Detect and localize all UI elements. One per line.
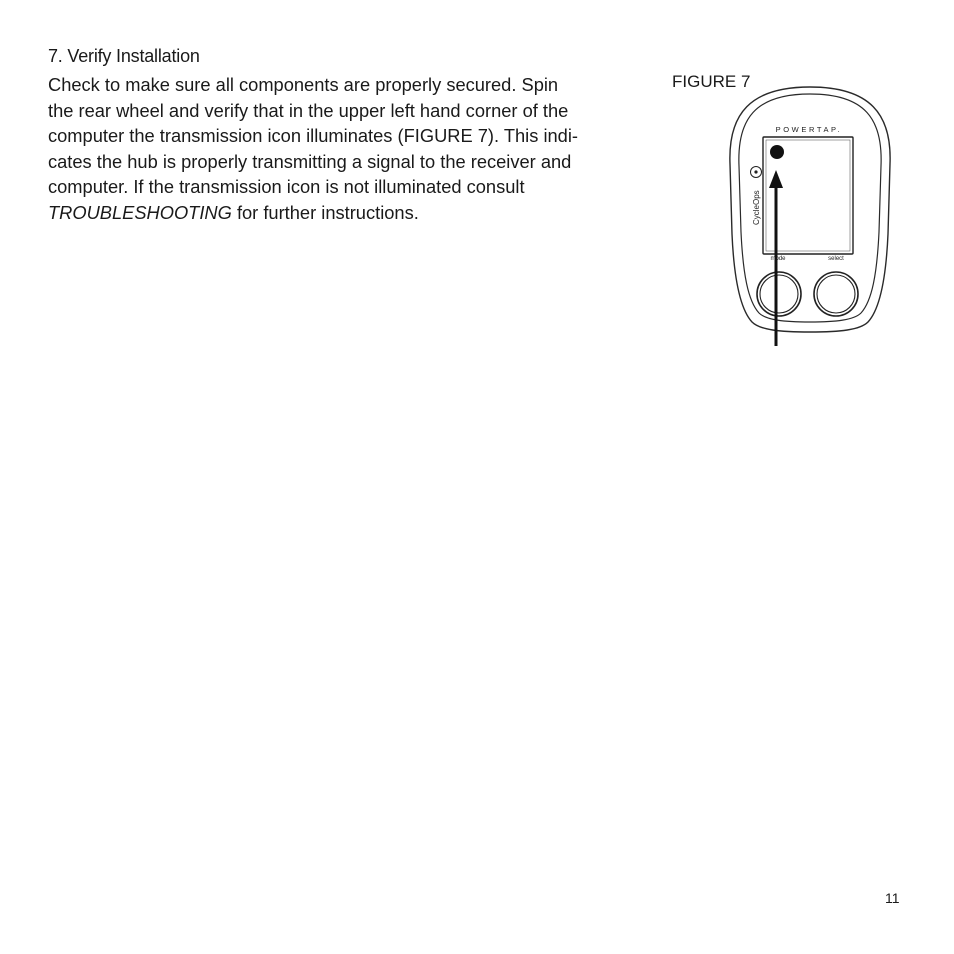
page-number: 11 [885, 890, 900, 906]
section-heading: 7. Verify Installation [48, 46, 200, 66]
select-button [814, 272, 858, 316]
paragraph-line: the rear wheel and verify that in the upper left hand corner of the [48, 99, 569, 121]
troubleshooting-reference: TROUBLESHOOTING [48, 201, 232, 223]
installation-section [48, 44, 648, 226]
cycleops-side-text: CycleOps [752, 190, 761, 225]
mode-button [757, 272, 801, 316]
paragraph-line-last [48, 200, 648, 226]
paragraph-line: cates the hub is properly transmitting a signal to the receiver and [48, 150, 572, 172]
select-button-label: select [828, 256, 844, 262]
paragraph-line: computer the transmission icon illuminates (FIGURE 7). This indi- [48, 125, 578, 147]
paragraph-line: Check to make sure all components are properly secured. Spin [48, 74, 559, 95]
figure-label: FIGURE 7 [672, 72, 751, 91]
powertap-brand-text: POWERTAP. [775, 125, 843, 134]
powertap-computer-illustration [720, 84, 900, 354]
mode-button-label: mode [770, 256, 786, 262]
paragraph-line-end: for further instructions. [231, 201, 419, 223]
instructions-paragraph [48, 72, 648, 226]
transmission-icon [770, 145, 784, 159]
cycleops-logo [751, 167, 762, 178]
paragraph-line: computer. If the transmission icon is not illuminated consult [48, 176, 525, 198]
